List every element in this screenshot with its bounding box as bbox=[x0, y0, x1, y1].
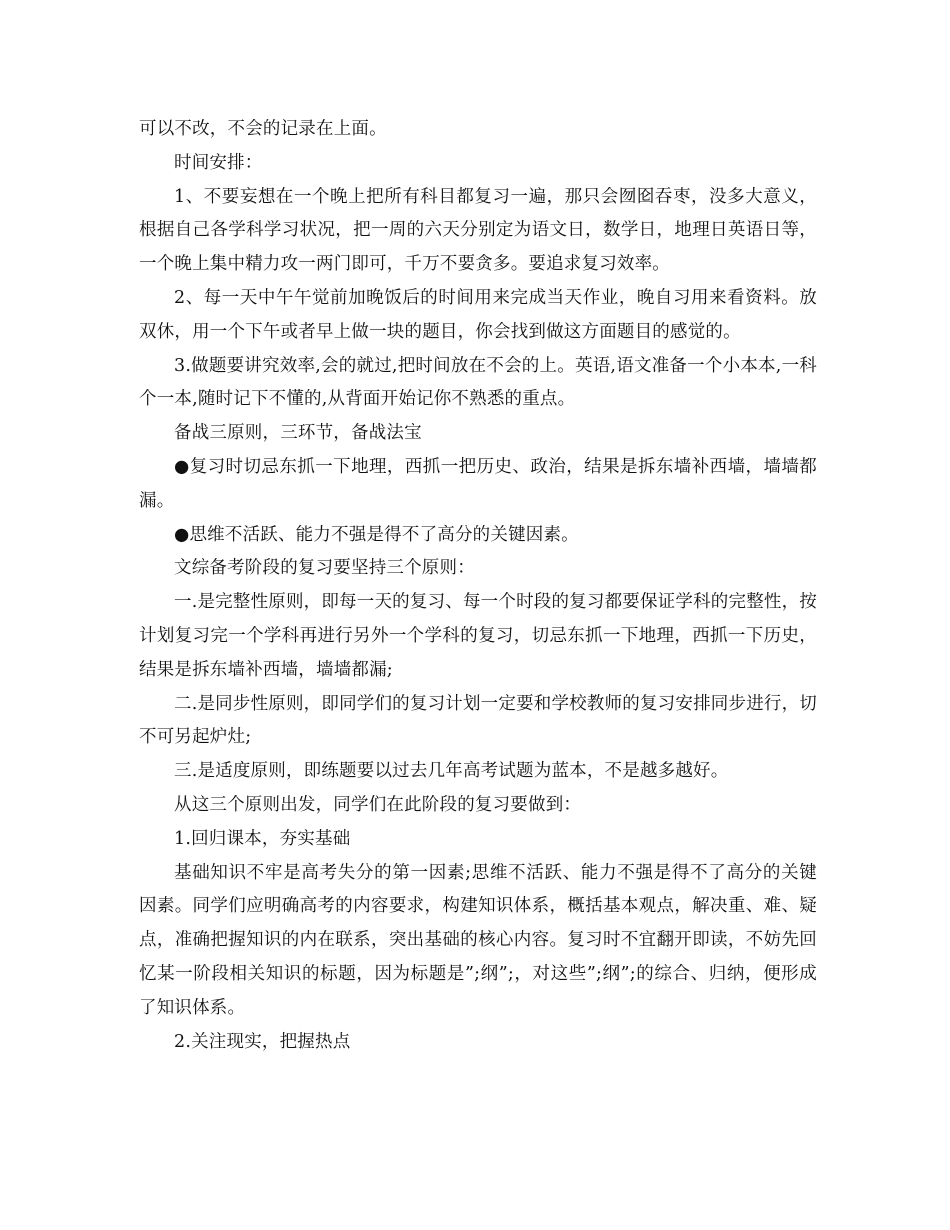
paragraph: ●思维不活跃、能力不强是得不了高分的关键因素。 bbox=[174, 524, 579, 545]
paragraph: 二.是同步性原则，即同学们的复习计划一定要和学校教师的复习安排同步进行，切不可另起炉灶; bbox=[139, 693, 817, 748]
paragraph: 一.是完整性原则，即每一天的复习、每一个时段的复习都要保证学科的完整性，按计划复习完一个学科再进行另外一个学科的复习，切忌东抓一下地理，西抓一下历史，结果是拆东墙补西墙，墙墙都漏; bbox=[139, 592, 817, 680]
paragraph: 1、不要妄想在一个晚上把所有科目都复习一遍，那只会囫囵吞枣，没多大意义，根据自己各学科学习状况，把一周的六天分别定为语文日，数学日，地理日英语日等，一个晚上集中精力攻一两门即可，千万不要贪多。要追求复习效率。 bbox=[139, 186, 817, 275]
paragraph: 文综备考阶段的复习要坚持三个原则： bbox=[174, 558, 475, 579]
paragraph: 从这三个原则出发，同学们在此阶段的复习要做到： bbox=[174, 794, 582, 815]
paragraph: 2、每一天中午午觉前加晚饭后的时间用来完成当天作业，晚自习用来看资料。放双休，用一个下午或者早上做一块的题目，你会找到做这方面题目的感觉的。 bbox=[139, 287, 817, 342]
paragraph: 1.回归课本，夯实基础 bbox=[174, 828, 351, 849]
paragraph: 时间安排： bbox=[174, 152, 263, 173]
paragraph: 2.关注现实，把握热点 bbox=[174, 1031, 351, 1052]
paragraph: 基础知识不牢是高考失分的第一因素;思维不活跃、能力不强是得不了高分的关键因素。同学们应明确高考的内容要求，构建知识体系，概括基本观点，解决重、难、疑点，准确把握知识的内在联系，突出基础的核心内容。复习时不宜翻开即读，不妨先回忆某一阶段相关知识的标题，因为标题是”;纲”;，对这些”;纲”;的综合、归纳，便形成了知识体系。 bbox=[139, 862, 817, 1018]
paragraph: 三.是适度原则，即练题要以过去几年高考试题为蓝本，不是越多越好。 bbox=[174, 761, 729, 782]
paragraph: 3.做题要讲究效率,会的就过,把时间放在不会的上。英语,语文准备一个小本本,一科个一本,随时记下不懂的,从背面开始记你不熟悉的重点。 bbox=[139, 355, 817, 410]
paragraph: 备战三原则，三环节，备战法宝 bbox=[174, 423, 422, 444]
paragraph: 可以不改，不会的记录在上面。 bbox=[139, 119, 387, 139]
document-body bbox=[139, 113, 817, 1059]
paragraph: ●复习时切忌东抓一下地理，西抓一把历史、政治，结果是拆东墙补西墙，墙墙都漏。 bbox=[139, 456, 817, 511]
